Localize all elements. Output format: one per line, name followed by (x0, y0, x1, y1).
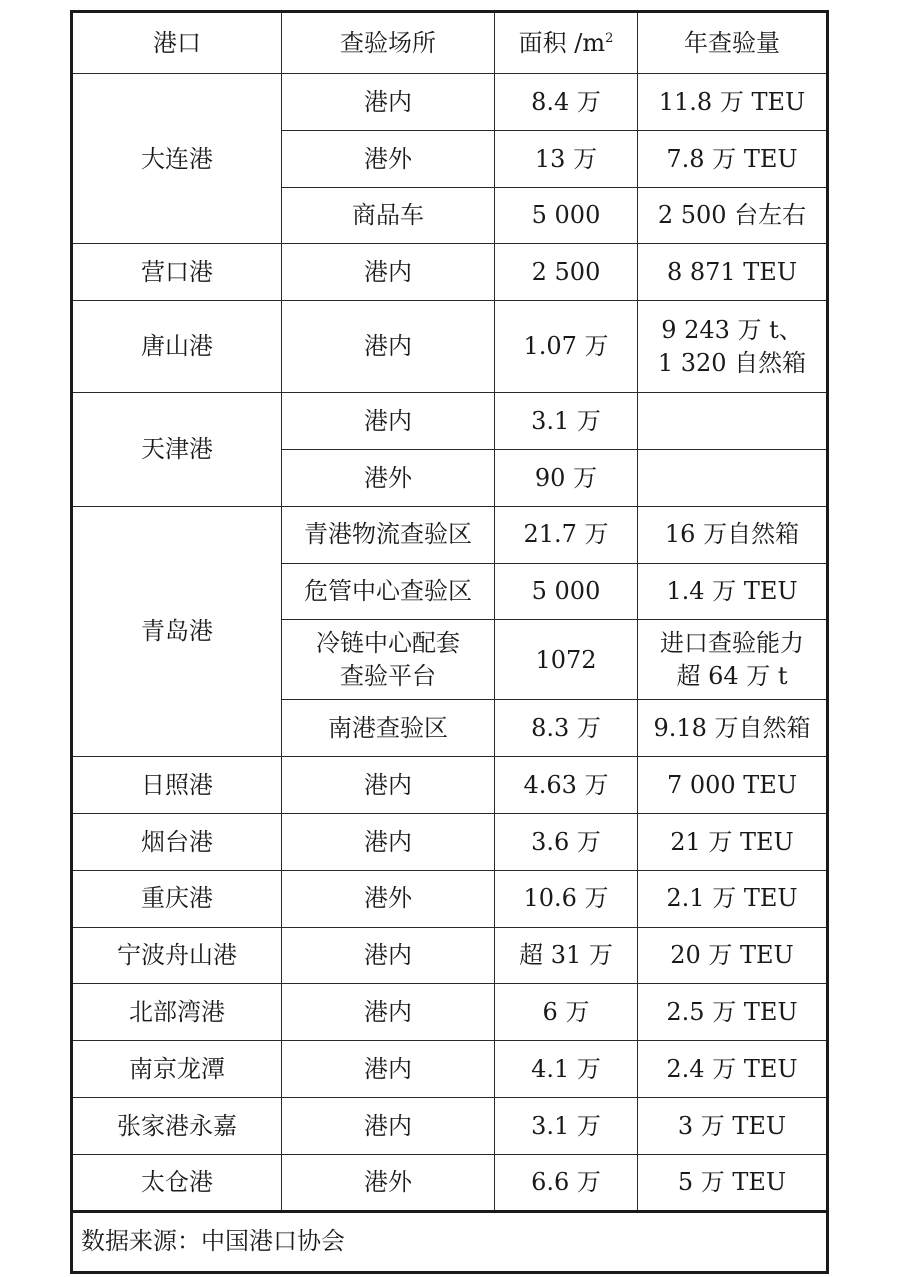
table-row (72, 1097, 828, 1154)
port-cell: 烟台港 (72, 813, 282, 870)
port-cell: 南京龙潭 (72, 1041, 282, 1098)
table-row (72, 506, 828, 563)
area-cell: 3.1 万 (495, 1097, 638, 1154)
site-cell: 港外 (282, 1154, 495, 1211)
site-cell: 港外 (282, 870, 495, 927)
volume-cell: 2.1 万 TEU (638, 870, 828, 927)
volume-cell: 21 万 TEU (638, 813, 828, 870)
header-port: 港口 (72, 12, 282, 74)
site-cell (282, 620, 495, 700)
port-cell: 日照港 (72, 757, 282, 814)
volume-cell (638, 449, 828, 506)
port-cell: 重庆港 (72, 870, 282, 927)
site-cell: 港内 (282, 1097, 495, 1154)
header-volume: 年查验量 (638, 12, 828, 74)
volume-cell: 2.4 万 TEU (638, 1041, 828, 1098)
site-line: 查验平台 (340, 661, 436, 690)
volume-cell (638, 301, 828, 393)
site-line: 冷链中心配套 (316, 629, 460, 658)
area-cell: 4.1 万 (495, 1041, 638, 1098)
volume-cell (638, 393, 828, 450)
volume-cell: 2.5 万 TEU (638, 984, 828, 1041)
site-cell: 港内 (282, 301, 495, 393)
volume-cell: 16 万自然箱 (638, 506, 828, 563)
site-cell: 港内 (282, 927, 495, 984)
table-row (72, 301, 828, 393)
volume-line: 超 64 万 t (676, 661, 788, 690)
port-cell: 大连港 (72, 74, 282, 244)
site-cell: 南港查验区 (282, 700, 495, 757)
site-cell: 港内 (282, 813, 495, 870)
site-cell: 商品车 (282, 187, 495, 244)
volume-cell (638, 620, 828, 700)
site-cell: 港内 (282, 757, 495, 814)
table-row (72, 927, 828, 984)
area-cell: 13 万 (495, 130, 638, 187)
table-row (72, 813, 828, 870)
table-row (72, 757, 828, 814)
table-row (72, 1154, 828, 1211)
port-cell: 张家港永嘉 (72, 1097, 282, 1154)
header-area-label: 面积 /m (518, 28, 606, 57)
area-cell: 6.6 万 (495, 1154, 638, 1211)
header-area (495, 12, 638, 74)
area-cell: 2 500 (495, 244, 638, 301)
site-cell: 青港物流查验区 (282, 506, 495, 563)
volume-cell: 11.8 万 TEU (638, 74, 828, 131)
site-cell: 港外 (282, 449, 495, 506)
port-cell: 唐山港 (72, 301, 282, 393)
table-row (72, 393, 828, 450)
volume-cell: 9.18 万自然箱 (638, 700, 828, 757)
area-cell: 8.3 万 (495, 700, 638, 757)
port-cell: 北部湾港 (72, 984, 282, 1041)
volume-cell: 7.8 万 TEU (638, 130, 828, 187)
site-cell: 港内 (282, 984, 495, 1041)
header-area-superscript: 2 (605, 30, 614, 46)
volume-cell: 3 万 TEU (638, 1097, 828, 1154)
site-cell: 港内 (282, 244, 495, 301)
port-cell: 太仓港 (72, 1154, 282, 1211)
table-row (72, 870, 828, 927)
header-site: 查验场所 (282, 12, 495, 74)
area-cell: 4.63 万 (495, 757, 638, 814)
area-cell: 21.7 万 (495, 506, 638, 563)
site-cell: 危管中心查验区 (282, 563, 495, 620)
table-row (72, 74, 828, 131)
volume-cell: 20 万 TEU (638, 927, 828, 984)
volume-cell: 5 万 TEU (638, 1154, 828, 1211)
volume-cell: 1.4 万 TEU (638, 563, 828, 620)
source-note: 数据来源：中国港口协会 (72, 1211, 828, 1272)
area-cell: 1.07 万 (495, 301, 638, 393)
table-row (72, 984, 828, 1041)
site-cell: 港内 (282, 74, 495, 131)
port-cell: 营口港 (72, 244, 282, 301)
area-cell: 5 000 (495, 187, 638, 244)
area-cell: 6 万 (495, 984, 638, 1041)
volume-cell: 8 871 TEU (638, 244, 828, 301)
volume-line: 9 243 万 t、 (661, 316, 803, 345)
site-cell: 港外 (282, 130, 495, 187)
port-inspection-table (70, 10, 829, 1274)
source-row (72, 1211, 828, 1272)
table-header-row (72, 12, 828, 74)
volume-cell: 2 500 台左右 (638, 187, 828, 244)
port-cell: 宁波舟山港 (72, 927, 282, 984)
site-cell: 港内 (282, 1041, 495, 1098)
area-cell: 3.1 万 (495, 393, 638, 450)
area-cell: 8.4 万 (495, 74, 638, 131)
area-cell: 3.6 万 (495, 813, 638, 870)
area-cell: 5 000 (495, 563, 638, 620)
area-cell: 超 31 万 (495, 927, 638, 984)
site-cell: 港内 (282, 393, 495, 450)
port-cell: 天津港 (72, 393, 282, 507)
area-cell: 90 万 (495, 449, 638, 506)
area-cell: 10.6 万 (495, 870, 638, 927)
port-cell: 青岛港 (72, 506, 282, 756)
table-row (72, 1041, 828, 1098)
volume-cell: 7 000 TEU (638, 757, 828, 814)
area-cell: 1072 (495, 620, 638, 700)
volume-line: 进口查验能力 (660, 629, 804, 658)
volume-line: 1 320 自然箱 (657, 348, 807, 377)
table-row (72, 244, 828, 301)
